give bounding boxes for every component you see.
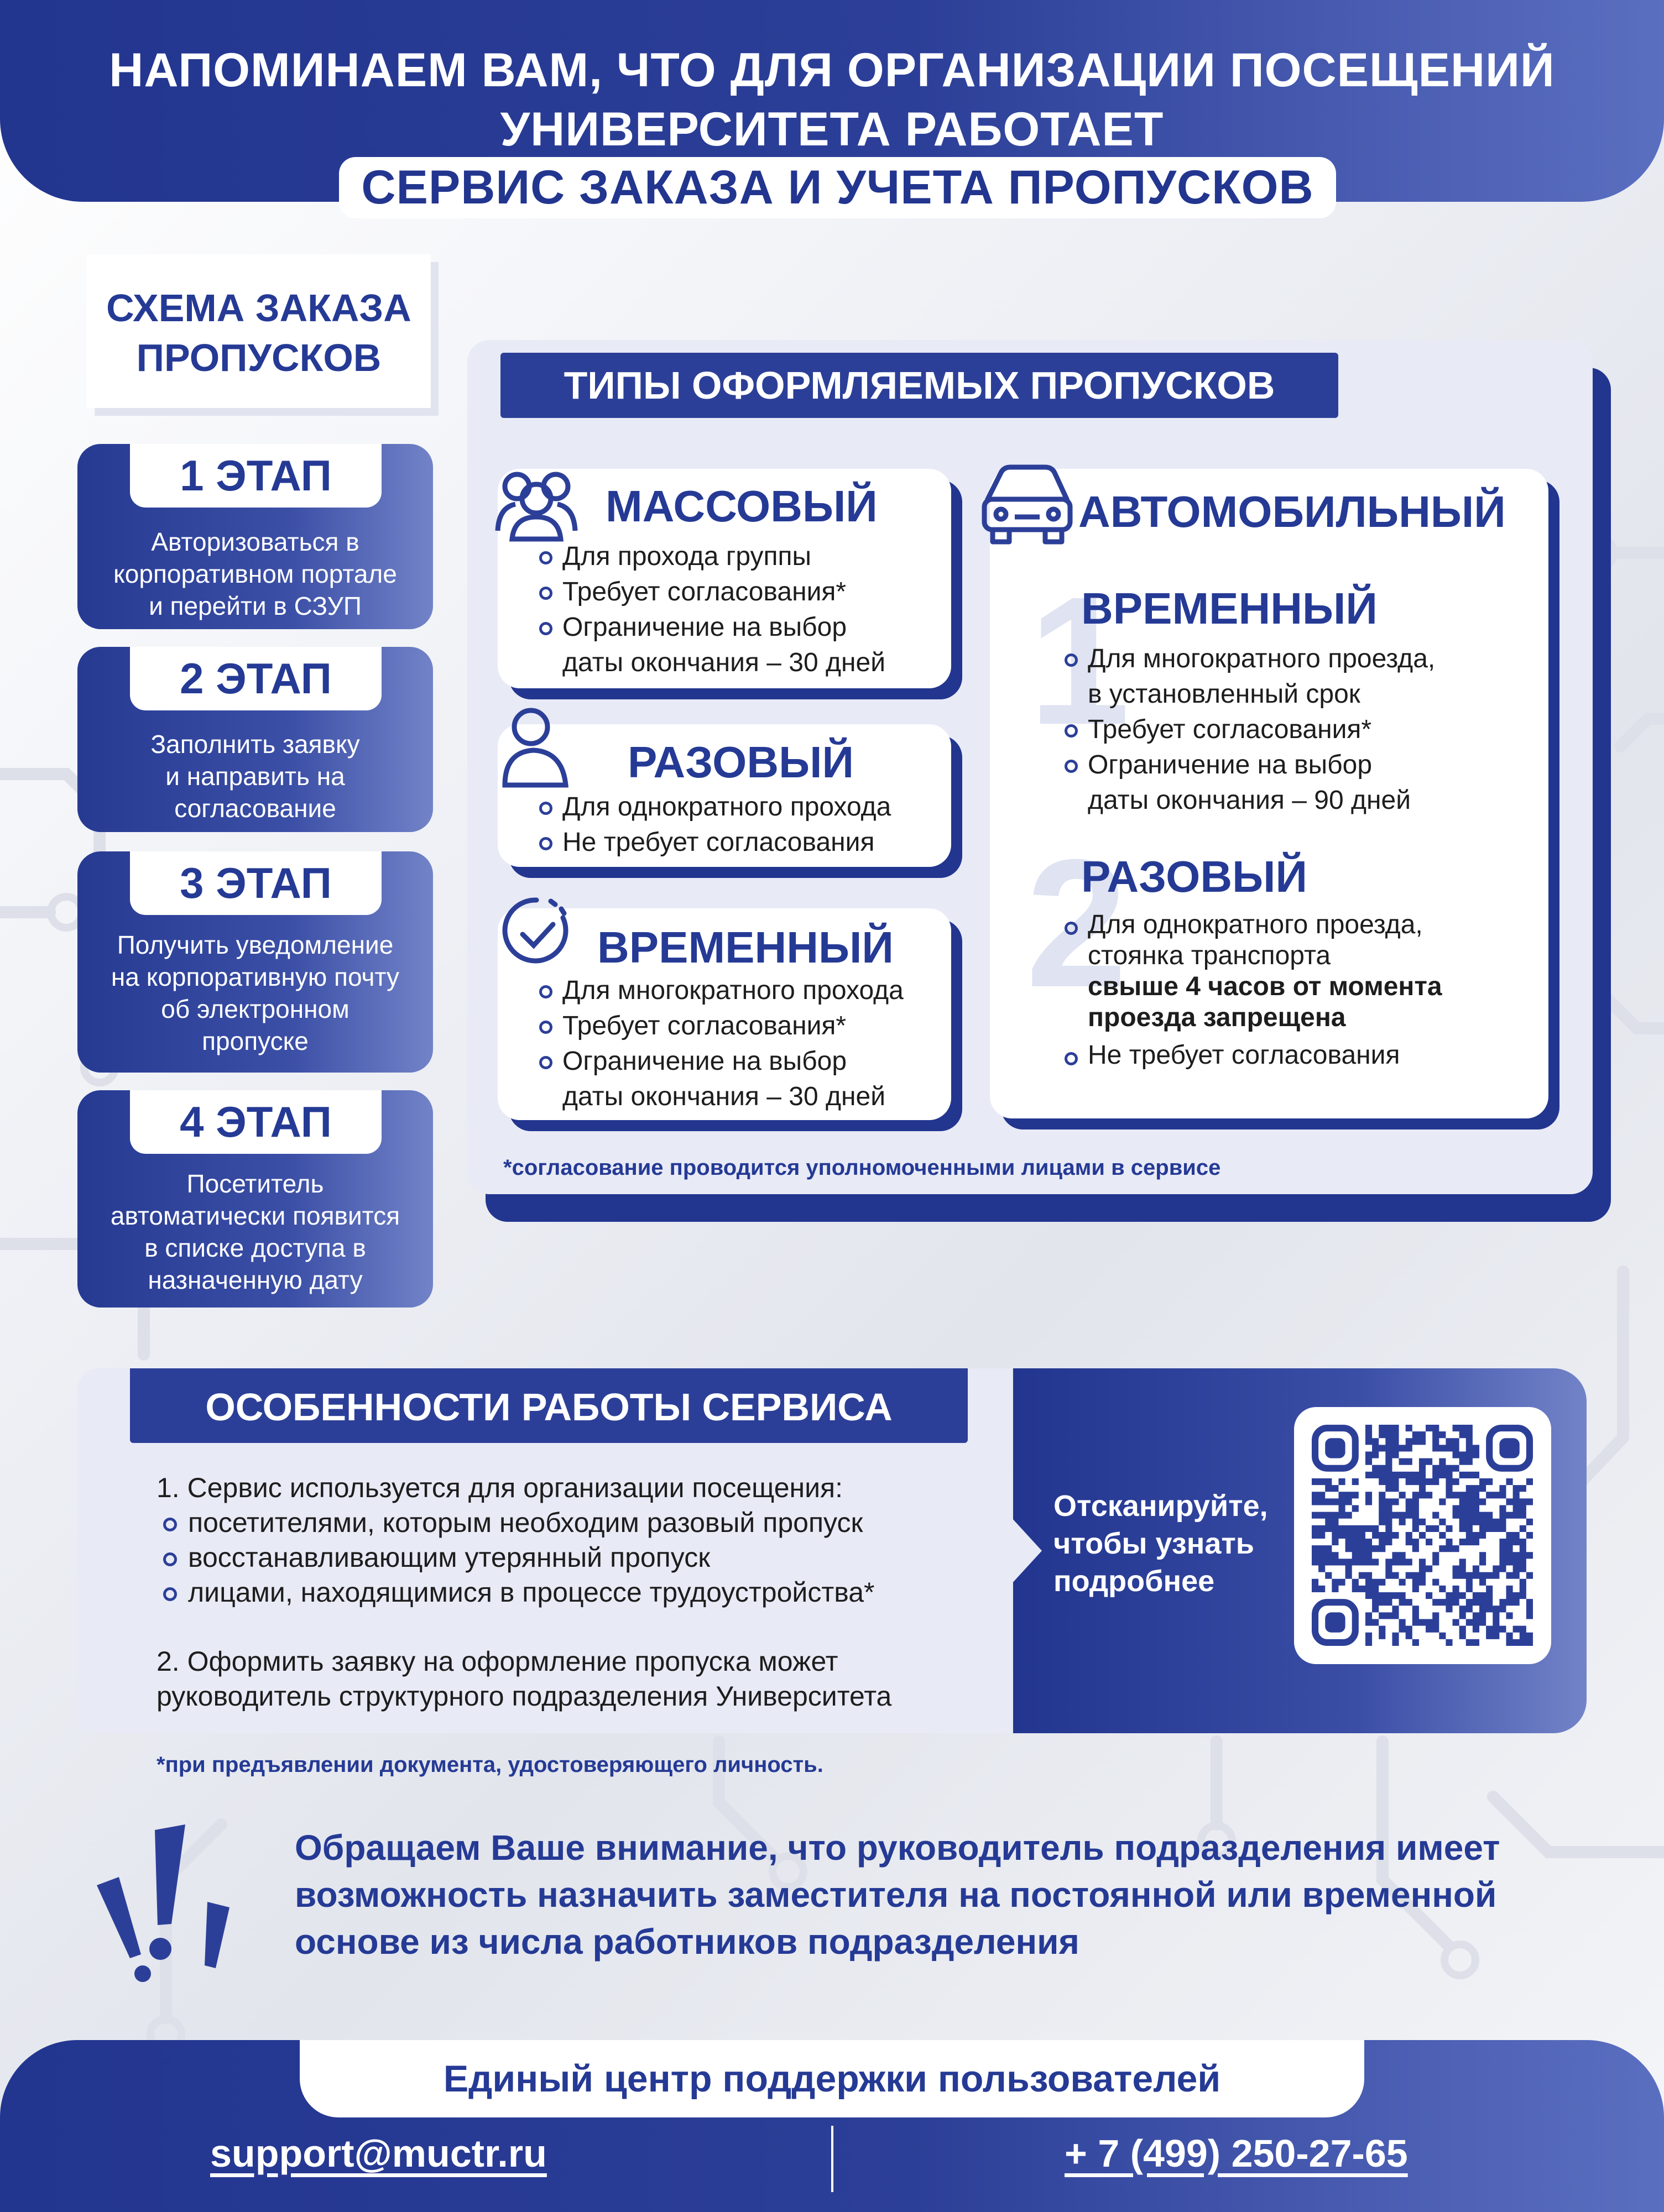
notice-line: основе из числа работников подразделения xyxy=(295,1922,1079,1962)
qr-pointer-arrow xyxy=(1011,1518,1045,1584)
qr-caption xyxy=(1053,1487,1291,1600)
stage-2-card xyxy=(77,647,433,832)
list-item: Для многократного прохода xyxy=(539,973,904,1008)
footer-title: Единый центр поддержки пользователей xyxy=(300,2040,1364,2117)
stage-3-line: на корпоративную почту xyxy=(111,963,400,991)
features-paragraph-1: 1. Сервис используется для организации посещения: xyxy=(157,1472,843,1503)
stage-3-line: об электронном xyxy=(161,995,350,1023)
mass-list xyxy=(539,539,885,681)
features-footnote: *при предъявлении документа, удостоверяющего личность. xyxy=(157,1753,823,1777)
auto-single-title: РАЗОВЫЙ xyxy=(1081,852,1307,901)
stage-3-line: Получить уведомление xyxy=(117,930,394,959)
stage-2-label: 2 ЭТАП xyxy=(130,647,382,710)
notice-text xyxy=(295,1824,1611,1965)
list-item-line: Для многократного проезда, xyxy=(1088,644,1436,673)
features-title: ОСОБЕННОСТИ РАБОТЫ СЕРВИСА xyxy=(130,1368,968,1443)
list-item-line: в установленный срок xyxy=(1088,679,1360,709)
stage-4-line: назначенную дату xyxy=(148,1266,363,1294)
footer-divider xyxy=(831,2126,833,2192)
stage-1-label: 1 ЭТАП xyxy=(130,444,382,508)
features-text xyxy=(157,1471,891,1714)
group-icon xyxy=(492,464,581,542)
stage-4-label: 4 ЭТАП xyxy=(130,1090,382,1154)
single-title: РАЗОВЫЙ xyxy=(628,738,854,787)
notice-line: возможность назначить заместителя на постоянной или временной xyxy=(295,1875,1497,1915)
qr-caption-line: Отсканируйте, xyxy=(1053,1489,1268,1523)
list-item: Требует согласования* xyxy=(1065,712,1435,747)
support-email-link[interactable]: support@muctr.ru xyxy=(210,2132,547,2175)
notice-line: Обращаем Ваше внимание, что руководитель подразделения имеет xyxy=(295,1828,1500,1868)
list-item xyxy=(1065,641,1435,712)
features-list xyxy=(157,1505,891,1610)
auto-number-1: 1 xyxy=(1029,558,1130,762)
scheme-title-line-2: ПРОПУСКОВ xyxy=(136,336,382,379)
features-paragraph-2-line: руководитель структурного подразделения Университета xyxy=(157,1681,892,1712)
qr-code-icon[interactable] xyxy=(1312,1425,1533,1646)
list-item: Требует согласования* xyxy=(539,1008,904,1044)
stage-1-line: и перейти в СЗУП xyxy=(149,592,362,620)
scheme-title-line-1: СХЕМА ЗАКАЗА xyxy=(106,286,411,330)
auto-number-2: 2 xyxy=(1026,821,1128,1025)
stage-4-line: автоматически появится xyxy=(110,1201,400,1230)
list-item-line: Для однократного проезда, xyxy=(1088,910,1423,939)
types-title: ТИПЫ ОФОРМЛЯЕМЫХ ПРОПУСКОВ xyxy=(500,353,1338,418)
stage-2-line: согласование xyxy=(174,794,336,823)
list-item-line: даты окончания – 90 дней xyxy=(1088,786,1411,815)
list-item-bold-line: свыше 4 часов от момента xyxy=(1088,972,1442,1001)
stage-4-card xyxy=(77,1090,433,1308)
types-footnote: *согласование проводится уполномоченными лицами в сервисе xyxy=(503,1155,1221,1180)
auto-title: АВТОМОБИЛЬНЫЙ xyxy=(1078,487,1506,536)
header-line-2-prefix: УНИВЕРСИТЕТА РАБОТАЕТ xyxy=(500,103,1164,156)
stage-2-line: Заполнить заявку xyxy=(150,730,360,759)
stage-3-line: пропуске xyxy=(202,1027,309,1055)
stage-1-description xyxy=(77,526,433,622)
list-item: Для прохода группы xyxy=(539,539,885,574)
list-item xyxy=(1065,747,1435,818)
list-item: Не требует согласования xyxy=(539,825,891,860)
list-item: Не требует согласования xyxy=(1065,1040,1442,1071)
auto-temp-list xyxy=(1065,641,1435,818)
temporary-list xyxy=(539,973,904,1115)
stage-4-line: в списке доступа в xyxy=(144,1233,366,1262)
temporary-title: ВРЕМЕННЫЙ xyxy=(597,923,894,972)
features-paragraph-2 xyxy=(157,1644,891,1714)
stage-1-line: Авторизоваться в xyxy=(151,527,359,556)
auto-temp-title: ВРЕМЕННЫЙ xyxy=(1081,584,1378,633)
list-item: даты окончания – 30 дней xyxy=(562,648,886,677)
list-item: Ограничение на выбор xyxy=(539,610,885,645)
stage-1-card xyxy=(77,444,433,629)
mass-title: МАССОВЫЙ xyxy=(606,482,878,531)
single-list xyxy=(539,789,891,860)
stage-1-line: корпоративном портале xyxy=(113,559,397,588)
qr-caption-line: подробнее xyxy=(1053,1565,1215,1598)
list-item: лицами, находящимися в процессе трудоустройства* xyxy=(163,1575,891,1610)
car-icon xyxy=(976,451,1078,547)
header-highlight-pill: СЕРВИС ЗАКАЗА И УЧЕТА ПРОПУСКОВ xyxy=(339,157,1336,218)
stage-3-description xyxy=(77,929,433,1057)
list-item: посетителями, которым необходим разовый пропуск xyxy=(163,1505,891,1540)
list-item-line: Ограничение на выбор xyxy=(1088,750,1373,780)
qr-caption-line: чтобы узнать xyxy=(1053,1527,1254,1560)
list-item: Требует согласования* xyxy=(539,574,885,610)
list-item: восстанавливающим утерянный пропуск xyxy=(163,1540,891,1575)
list-item: даты окончания – 30 дней xyxy=(562,1082,886,1111)
person-icon xyxy=(500,705,572,788)
list-item-bold-line: проезда запрещена xyxy=(1088,1003,1346,1032)
stage-4-line: Посетитель xyxy=(186,1169,324,1198)
support-phone-link[interactable]: + 7 (499) 250-27-65 xyxy=(1065,2132,1408,2175)
list-item: Для однократного прохода xyxy=(539,789,891,825)
scheme-title xyxy=(87,254,431,383)
stage-3-card xyxy=(77,851,433,1073)
stage-2-description xyxy=(77,728,433,824)
list-item xyxy=(1065,909,1442,1033)
features-paragraph-2-line: 2. Оформить заявку на оформление пропуска может xyxy=(157,1646,838,1677)
header-banner xyxy=(0,0,1664,214)
scheme-title-box xyxy=(87,254,431,408)
exclamation-icon xyxy=(88,1819,249,1985)
clock-icon xyxy=(498,890,578,968)
list-item: Ограничение на выбор xyxy=(539,1044,904,1079)
header-line-1: НАПОМИНАЕМ ВАМ, ЧТО ДЛЯ ОРГАНИЗАЦИИ ПОСЕЩЕНИЙ xyxy=(109,44,1555,97)
stage-2-line: и направить на xyxy=(165,762,345,791)
stage-4-description xyxy=(77,1168,433,1296)
stage-3-label: 3 ЭТАП xyxy=(130,851,382,915)
auto-single-list xyxy=(1065,909,1442,1071)
qr-code-box xyxy=(1294,1407,1551,1664)
header-line-2 xyxy=(0,102,1664,218)
list-item-line: стоянка транспорта xyxy=(1088,941,1331,970)
